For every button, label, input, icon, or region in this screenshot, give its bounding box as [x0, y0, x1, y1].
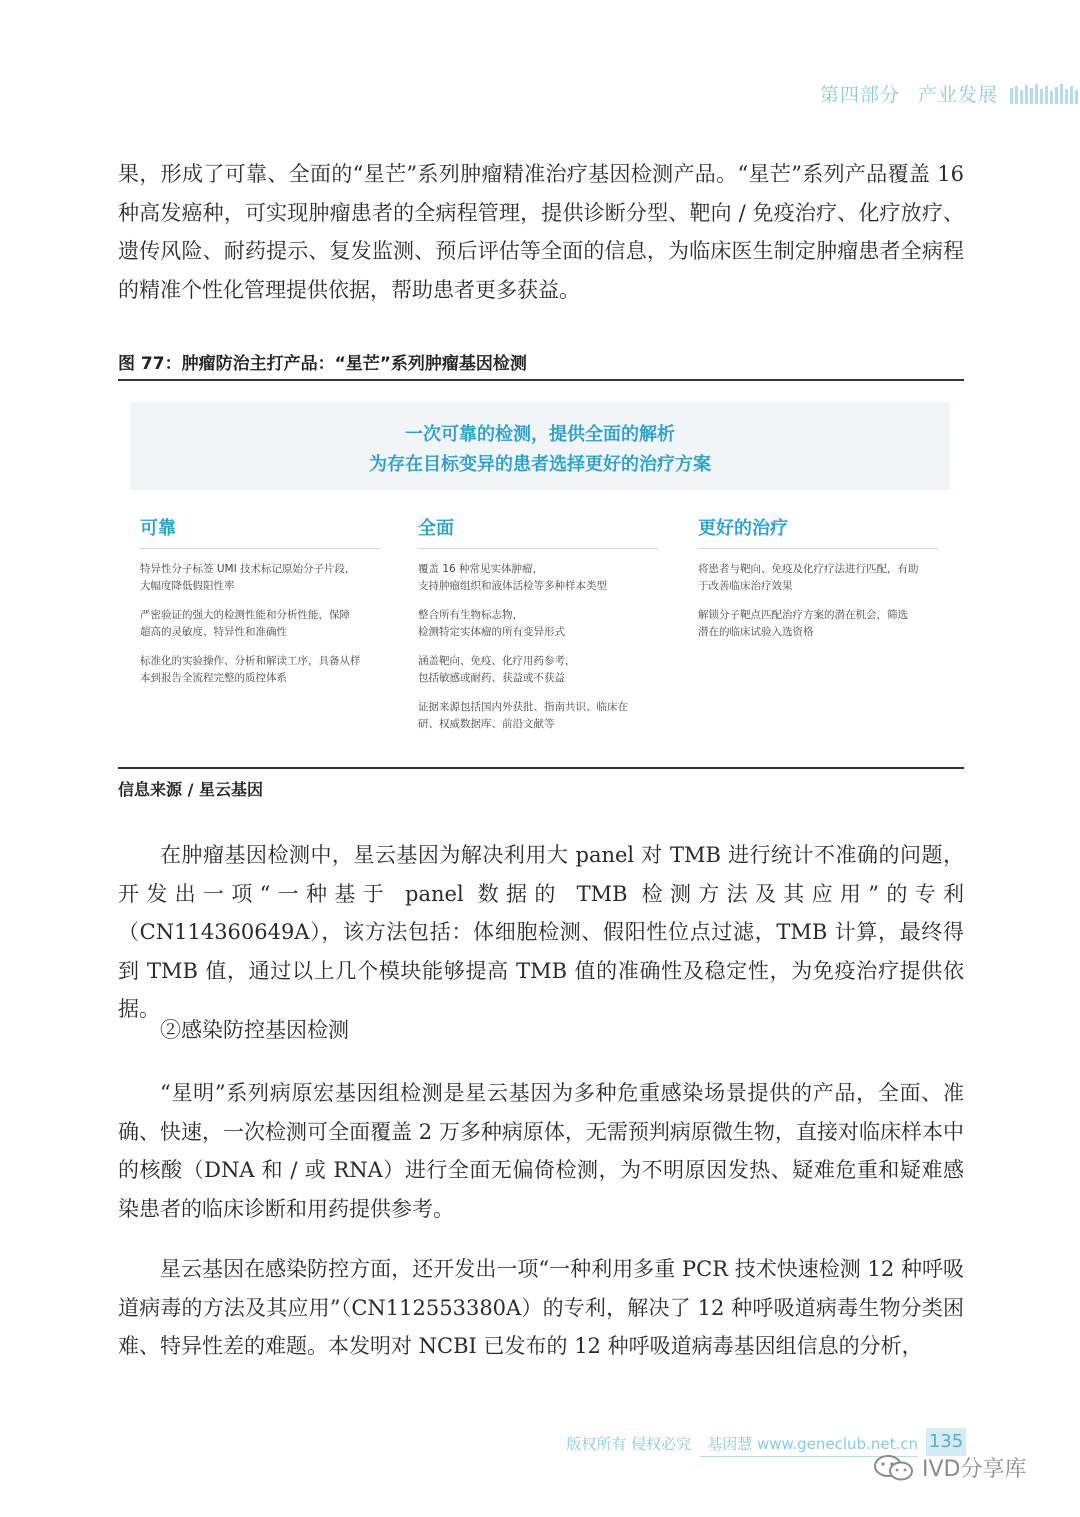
- column-item: 整合所有生物标志物， 检测特定实体瘤的所有变异形式: [418, 609, 565, 638]
- running-header: [820, 80, 998, 107]
- column-divider: [140, 548, 380, 549]
- header-decoration-bars: [1010, 82, 1080, 106]
- section-subheading: ②感染防控基因检测: [160, 1018, 349, 1042]
- figure-caption: 图 77：肿瘤防治主打产品：“星芒”系列肿瘤基因检测: [118, 354, 527, 374]
- column-item: 特异性分子标签 UMI 技术标记原始分子片段， 大幅度降低假阳性率: [140, 563, 356, 592]
- footer-text: [566, 1433, 918, 1454]
- watermark: [872, 1452, 1026, 1483]
- feature-column-reliable: [140, 514, 380, 699]
- product-figure: [130, 402, 950, 738]
- figure-source: 信息来源 / 星云基因: [118, 780, 263, 799]
- body-paragraph-1: 果，形成了可靠、全面的“星芒”系列肿瘤精准治疗基因检测产品。“星芒”系列产品覆盖 16 种高发癌种，可实现肿瘤患者的全病程管理，提供诊断分型、靶向 / 免疫治疗、化疗放疗、遗传风险、耐药提示、复发监测、预后评估等全面的信息，为临床医生制定肿瘤患者全病程的精准个性化管理提供依据，帮助患者更多获益。: [118, 162, 964, 302]
- column-item: 涵盖靶向、免疫、化疗用药参考， 包括敏感或耐药、获益或不获益: [418, 655, 576, 684]
- column-divider: [698, 548, 938, 549]
- feature-column-comprehensive: [418, 514, 658, 745]
- column-item: 严密验证的强大的检测性能和分析性能，保障 超高的灵敏度、特异性和准确性: [140, 609, 350, 638]
- column-divider: [418, 548, 658, 549]
- column-item: 将患者与靶向、免疫及化疗疗法进行匹配，有助 于改善临床治疗效果: [698, 563, 919, 592]
- header-section-label: 第四部分: [819, 84, 900, 106]
- body-paragraph-3: “星明”系列病原宏基因组检测是星云基因为多种危重感染场景提供的产品，全面、准确、快速，一次检测可全面覆盖 2 万多种病原体，无需预判病原微生物，直接对临床样本中的核酸（DNA 和 / 或 RNA）进行全面无偏倚检测，为不明原因发热、疑难危重和疑难感染患者的临床诊断和用药提供参考。: [118, 1081, 964, 1221]
- feature-column-better-treatment: [698, 514, 938, 653]
- column-title: 全面: [418, 518, 454, 539]
- column-item: 解锁分子靶点匹配治疗方案的潜在机会，筛选 潜在的临床试验入选资格: [698, 609, 908, 638]
- footer-rights: 版权所有 侵权必究: [566, 1435, 692, 1453]
- figure-headline-band: [130, 402, 950, 490]
- body-paragraph-4: 星云基因在感染防控方面，还开发出一项“一种利用多重 PCR 技术快速检测 12 种呼吸道病毒的方法及其应用”（CN112553380A）的专利，解决了 12 种呼吸道病毒生物分类困难、特异性差的难题。本发明对 NCBI 已发布的 12 种呼吸道病毒基因组信息的分析，: [118, 1257, 964, 1358]
- watermark-text: IVD分享库: [922, 1457, 1027, 1482]
- figure-headline-2: 为存在目标变异的患者选择更好的治疗方案: [369, 454, 711, 475]
- column-item: 证据来源包括国内外获批、指南共识、临床在 研、权威数据库、前沿文献等: [418, 701, 628, 730]
- footer-site: 基因慧 www.geneclub.net.cn: [707, 1435, 918, 1453]
- figure-top-rule: [118, 379, 964, 381]
- column-item: 标准化的实验操作、分析和解读工序，具备从样 本到报告全流程完整的质控体系: [140, 655, 361, 684]
- body-paragraph-2: 在肿瘤基因检测中，星云基因为解决利用大 panel 对 TMB 进行统计不准确的问题，开发出一项“一种基于 panel 数据的 TMB 检测方法及其应用”的专利（CN114360649A），该方法包括：体细胞检测、假阳性位点过滤，TMB 计算，最终得到 TMB 值，通过以上几个模块能够提高 TMB 值的准确性及稳定性，为免疫治疗提供依据。: [118, 843, 964, 1021]
- column-item: 覆盖 16 种常见实体肿瘤， 支持肿瘤组织和液体活检等多种样本类型: [418, 563, 607, 592]
- figure-headline-1: 一次可靠的检测，提供全面的解析: [405, 424, 675, 445]
- page-number: 135: [926, 1428, 966, 1456]
- column-title: 更好的治疗: [698, 518, 788, 539]
- wechat-icon: [872, 1454, 916, 1482]
- figure-bottom-rule: [118, 767, 964, 769]
- column-title: 可靠: [140, 518, 176, 539]
- header-chapter-label: 产业发展: [917, 84, 998, 106]
